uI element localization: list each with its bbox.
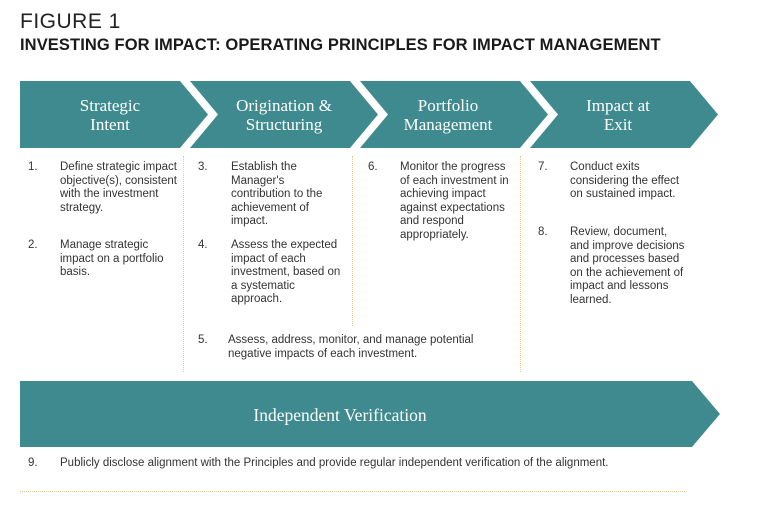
- column-divider: [352, 156, 353, 326]
- principle-1: 1. Define strategic impact objective(s), consistent with the investment strategy.: [28, 161, 177, 214]
- stage-label-strategic-intent: Strategic Intent: [79, 96, 141, 134]
- principle-9: 9. Publicly disclose alignment with the Principles and provide regular independent verification of the alignment.: [28, 457, 609, 469]
- stage-label-portfolio-management: Portfolio Management: [403, 96, 493, 134]
- principle-8: 8. Review, document, and improve decisions and processes based on the achievement of impact and lessons learned.: [538, 226, 685, 306]
- column-divider: [520, 156, 521, 372]
- principle-5: 5. Assess, address, monitor, and manage potential negative impacts of each investment.: [198, 334, 474, 360]
- figure-title: INVESTING FOR IMPACT: OPERATING PRINCIPLES FOR IMPACT MANAGEMENT: [20, 36, 661, 54]
- bottom-divider: [20, 491, 685, 492]
- stage-label-impact-at-exit: Impact at Exit: [586, 96, 650, 134]
- principle-4: 4. Assess the expected impact of each investment, based on a systematic approach.: [198, 239, 341, 306]
- stage-label-origination-structuring: Origination & Structuring: [236, 96, 332, 134]
- figure-label: FIGURE 1: [20, 10, 121, 33]
- principle-2: 2. Manage strategic impact on a portfolio basis.: [28, 239, 164, 279]
- principle-3: 3. Establish the Manager's contribution to the achievement of impact.: [198, 161, 323, 228]
- verification-label: Independent Verification: [253, 405, 427, 425]
- principle-7: 7. Conduct exits considering the effect on sustained impact.: [538, 161, 680, 201]
- column-divider: [183, 156, 184, 372]
- principle-6: 6. Monitor the progress of each investment in achieving impact against expectations and respond appropriately.: [368, 161, 509, 241]
